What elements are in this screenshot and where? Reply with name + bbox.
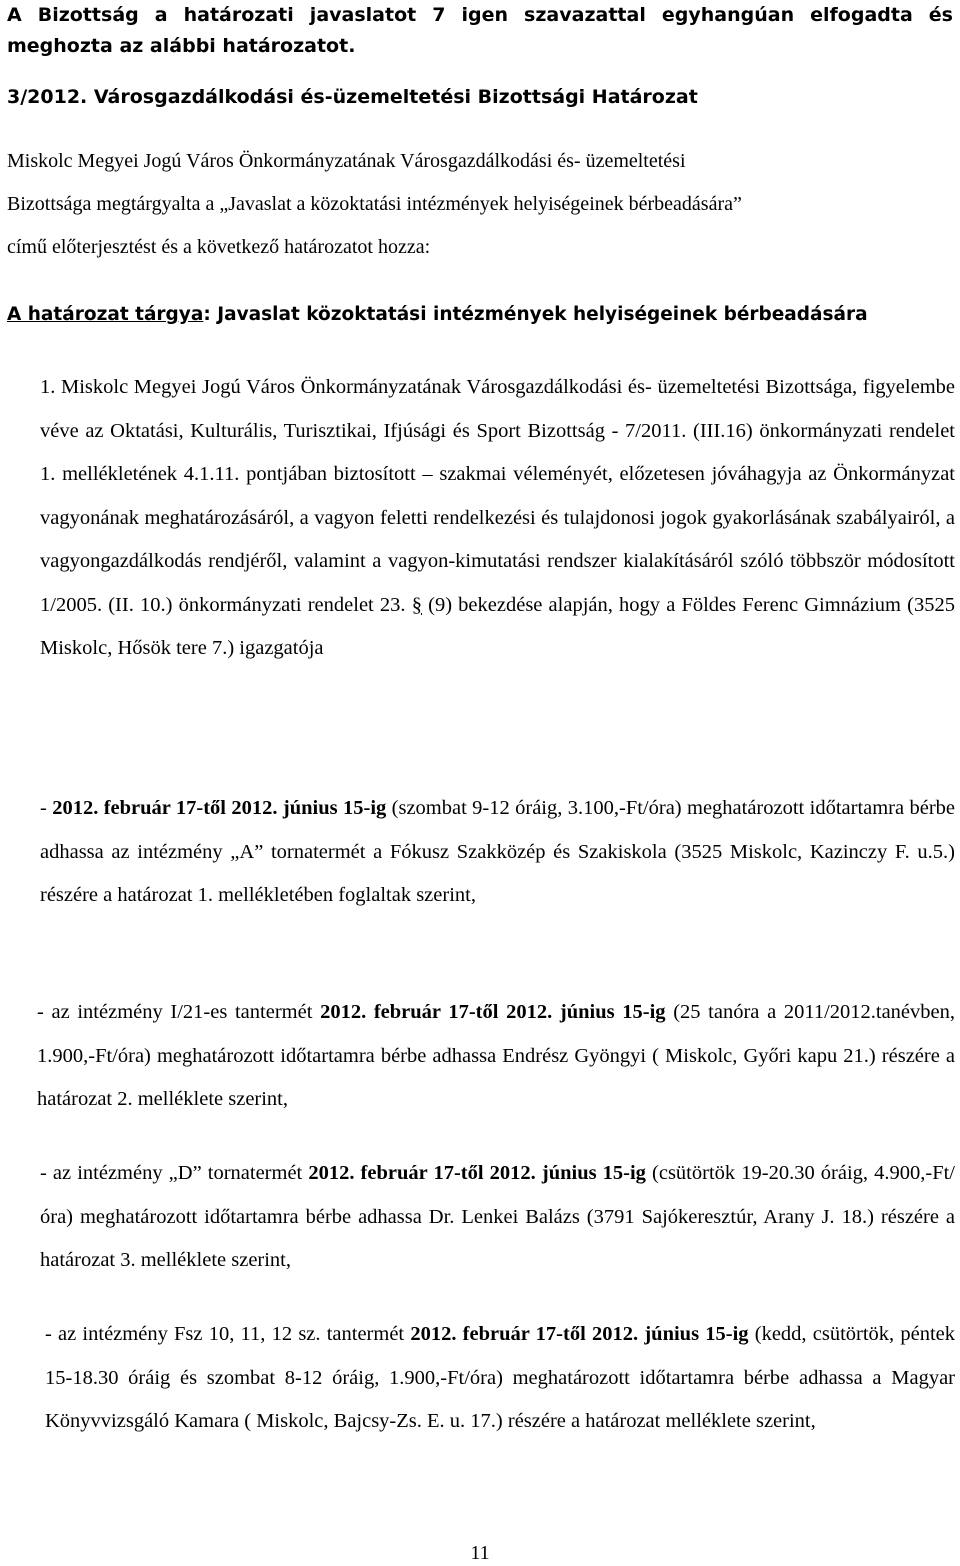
- preamble: [7, 140, 953, 269]
- section-sign: §: [411, 593, 422, 616]
- list-item-1: [40, 787, 955, 918]
- subject-text: : Javaslat közoktatási intézmények helyiségeinek bérbeadására: [203, 304, 868, 325]
- list-item-1-date-from: 2012. február 17-től: [52, 797, 227, 819]
- list-item-4-date-to: 2012. június 15-ig: [592, 1323, 749, 1345]
- list-item-4: [45, 1313, 955, 1444]
- list-item-4-date-from: 2012. február 17-től: [410, 1323, 586, 1345]
- preamble-line-2: Bizottsága megtárgyalta a „Javaslat a közoktatási intézmények helyiségeinek bérbeadására”: [7, 193, 742, 215]
- list-item-1-date-to: 2012. június 15-ig: [231, 797, 387, 819]
- list-item-3: [40, 1152, 955, 1283]
- list-item-2-text: (25 tanóra a 2011/2012.tanévben, 1.900,-Ft/óra) meghatározott időtartamra bérbe adhassa Endrész Gyöngyi ( Miskolc, Győri kapu 21.) részére a határozat 2. melléklete szerint,: [37, 1001, 956, 1110]
- list-item-3-text: (csütörtök 19-20.30 óráig, 4.900,-Ft/óra) meghatározott időtartamra bérbe adhassa Dr. Lenkei Balázs (3791 Sajókeresztúr, Arany J. 18.) részére a határozat 3. melléklete szerint,: [40, 1162, 955, 1271]
- paragraph-1-part-1: 1. Miskolc Megyei Jogú Város Önkormányzatának Városgazdálkodási és- üzemeltetési Bizottsága, figyelembe véve az Oktatási, Kulturális, Turisztikai, Ifjúsági és Sport Bizottság - 7/2011. (III.16) önkormányzati rendelet 1. mellékletének 4.1.11. pontjában biztosított – szakmai véleményét, előzetesen jóváhagyja az Önkormányzat vagyonának meghatározásáról, a vagyon feletti rendelkezési és tulajdonosi jogok gyakorlásának szabályairól, a vagyongazdálkodás rendjéről, valamint a vagyon-kimutatási rendszer kialakításáról szóló többször módosított 1/2005. (II. 10.) önkormányzati rendelet 23.: [40, 376, 955, 616]
- page-number: 11: [470, 1542, 490, 1564]
- paragraph-1-part-2: (9) bekezdése alapján, hogy a Földes Ferenc Gimnázium (3525 Miskolc, Hősök tere 7.) igazgatója: [40, 593, 955, 659]
- preamble-line-1: Miskolc Megyei Jogú Város Önkormányzatának Városgazdálkodási és- üzemeltetési: [7, 150, 686, 172]
- list-item-4-prefix: - az intézmény Fsz 10, 11, 12 sz. tantermét: [45, 1323, 411, 1345]
- intro-statement: A Bizottság a határozati javaslatot 7 igen szavazattal egyhangúan elfogadta és meghozta az alábbi határozatot.: [7, 4, 953, 57]
- list-item-3-prefix: - az intézmény „D” tornatermét: [40, 1162, 309, 1184]
- list-item-2-prefix: - az intézmény I/21-es tantermét: [37, 1001, 321, 1023]
- list-item-3-date-from: 2012. február 17-től: [308, 1162, 484, 1184]
- preamble-line-3: című előterjesztést és a következő határozatot hozza:: [7, 236, 431, 258]
- list-item-1-prefix: -: [40, 797, 53, 819]
- list-item-4-text: (kedd, csütörtök, péntek 15-18.30 óráig és szombat 8-12 óráig, 1.900,-Ft/óra) meghatározott időtartamra bérbe adhassa a Magyar Könyvvizsgáló Kamara ( Miskolc, Bajcsy-Zs. E. u. 17.) részére a határozat melléklete szerint,: [45, 1323, 956, 1432]
- paragraph-1: [40, 366, 955, 671]
- resolution-subject: [7, 300, 953, 330]
- list-item-2-date-from: 2012. február 17-től: [320, 1001, 499, 1023]
- resolution-title: 3/2012. Városgazdálkodási és-üzemeltetési Bizottsági Határozat: [7, 86, 698, 108]
- list-item-2: [37, 991, 955, 1122]
- list-item-3-date-to: 2012. június 15-ig: [489, 1162, 646, 1184]
- list-item-2-date-to: 2012. június 15-ig: [506, 1001, 666, 1023]
- list-item-1-text: (szombat 9-12 óráig, 3.100,-Ft/óra) meghatározott időtartamra bérbe adhassa az intézmény „A” tornatermét a Fókusz Szakközép és Szakiskola (3525 Miskolc, Kazinczy F. u.5.) részére a határozat 1. mellékletében foglaltak szerint,: [40, 797, 956, 906]
- subject-label: A határozat tárgya: [7, 304, 204, 325]
